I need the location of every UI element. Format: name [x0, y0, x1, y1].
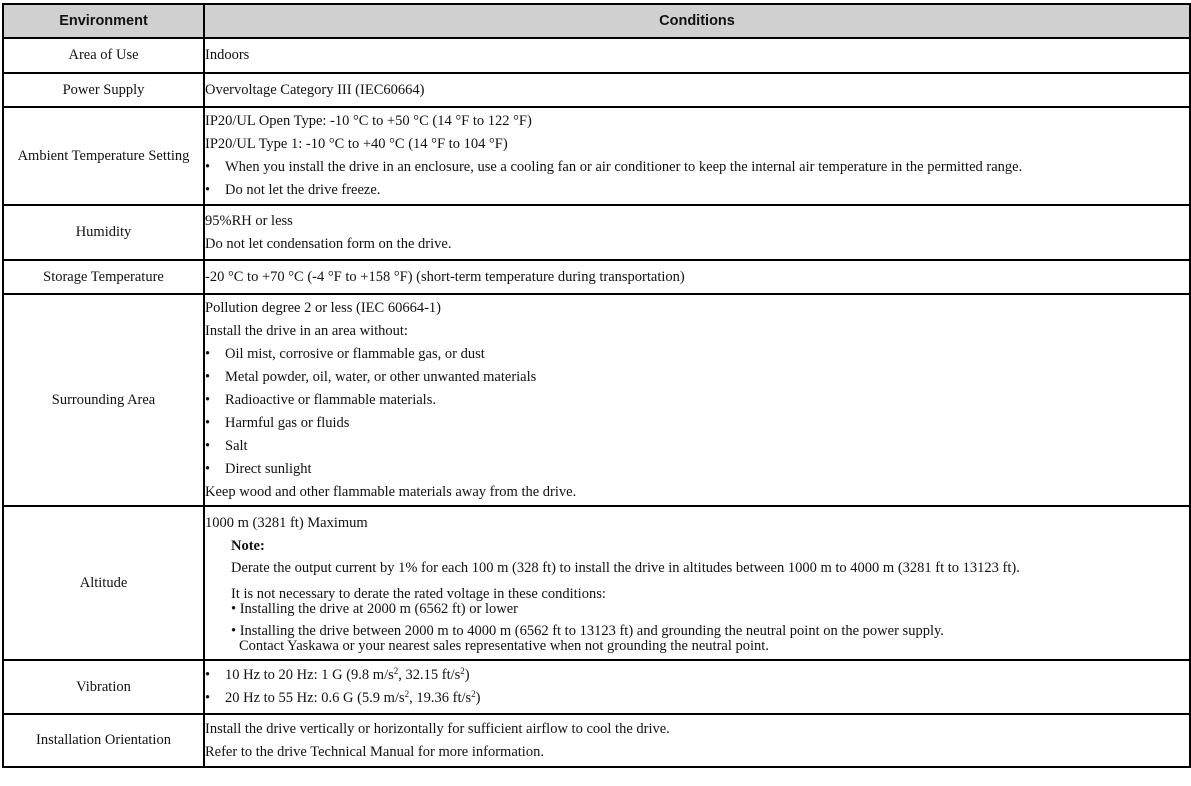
- bullet-item: [205, 435, 1189, 458]
- bullet-icon: •: [205, 391, 211, 408]
- note-bullet: [231, 624, 1189, 639]
- bullet-item: [205, 664, 1189, 687]
- row-conditions: [204, 73, 1190, 107]
- bullet-item: [205, 343, 1189, 366]
- table-row-humidity: [3, 205, 1190, 260]
- environment-conditions-table: [2, 3, 1191, 768]
- row-conditions: [204, 205, 1190, 260]
- bullet-text: Installing the drive between 2000 m to 4000 m (6562 ft to 13123 ft) and grounding the neutral point on the power supply.: [239, 623, 944, 639]
- note-continuation: Contact Yaskawa or your nearest sales representative when not grounding the neutral point.: [239, 638, 769, 654]
- bullet-item: [205, 366, 1189, 389]
- bullet-icon: •: [205, 414, 211, 431]
- bullet-text-suffix: ): [464, 667, 470, 683]
- bullet-text-prefix: 10 Hz to 20 Hz: 1 G (9.8 m/s: [225, 667, 394, 683]
- row-label: Humidity: [3, 205, 204, 260]
- row-conditions: [204, 294, 1190, 506]
- bullet-text: Harmful gas or fluids: [225, 414, 350, 431]
- note-intro: It is not necessary to derate the rated voltage in these conditions:: [231, 586, 606, 602]
- condition-line: 95%RH or less: [205, 212, 293, 229]
- row-conditions: [204, 260, 1190, 294]
- bullet-icon: •: [205, 182, 211, 198]
- note-derate: Derate the output current by 1% for each 100 m (328 ft) to install the drive in altitudes between 1000 m to 4000 m (3281 ft to 13123 ft).: [231, 560, 1020, 576]
- row-label: Storage Temperature: [3, 260, 204, 294]
- table-row-ambient-temperature: [3, 107, 1190, 205]
- bullet-text-prefix: 20 Hz to 55 Hz: 0.6 G (5.9 m/s: [225, 690, 405, 706]
- bullet-icon: •: [205, 159, 211, 175]
- condition-line: Overvoltage Category III (IEC60664): [205, 81, 425, 98]
- bullet-text-mid: , 19.36 ft/s: [409, 690, 472, 706]
- table-row-installation-orientation: [3, 714, 1190, 767]
- row-label: Installation Orientation: [3, 714, 204, 767]
- bullet-text: Radioactive or flammable materials.: [225, 391, 436, 408]
- table-row-surrounding-area: [3, 294, 1190, 506]
- bullet-item: [205, 458, 1189, 481]
- bullet-item: [205, 687, 1189, 710]
- bullet-icon: •: [231, 601, 237, 617]
- row-label: Vibration: [3, 660, 204, 714]
- bullet-icon: •: [205, 368, 211, 385]
- bullet-item: [205, 156, 1189, 179]
- condition-line: IP20/UL Open Type: -10 °C to +50 °C (14 °F to 122 °F): [205, 113, 532, 129]
- row-label: Power Supply: [3, 73, 204, 107]
- condition-footer: Keep wood and other flammable materials away from the drive.: [205, 483, 577, 500]
- table-row-altitude: [3, 506, 1190, 660]
- superscript: 2: [404, 689, 410, 699]
- bullet-icon: •: [205, 437, 211, 454]
- bullet-icon: •: [205, 667, 211, 683]
- row-conditions: [204, 506, 1190, 660]
- row-conditions: [204, 107, 1190, 205]
- bullet-text: When you install the drive in an enclosure, use a cooling fan or air conditioner to keep the internal air temperature in the permitted range.: [225, 159, 1023, 175]
- row-label: Altitude: [3, 506, 204, 660]
- bullet-text: Do not let the drive freeze.: [225, 182, 381, 198]
- superscript: 2: [471, 689, 476, 699]
- bullet-icon: •: [205, 460, 211, 477]
- row-label: Ambient Temperature Setting: [3, 107, 204, 205]
- row-conditions: [204, 660, 1190, 714]
- condition-line: -20 °C to +70 °C (-4 °F to +158 °F) (short-term temperature during transportation): [205, 268, 685, 285]
- bullet-item: [205, 179, 1189, 202]
- condition-line: Indoors: [205, 47, 250, 63]
- bullet-text: Salt: [225, 437, 248, 454]
- bullet-text: Direct sunlight: [225, 460, 312, 477]
- note-title: Note:: [231, 538, 265, 554]
- row-conditions: [204, 38, 1190, 73]
- table-row-power-supply: [3, 73, 1190, 107]
- note-bullet: [231, 602, 1189, 617]
- bullet-item: [205, 389, 1189, 412]
- condition-line: Install the drive in an area without:: [205, 322, 408, 339]
- table-row-vibration: [3, 660, 1190, 714]
- condition-line: Install the drive vertically or horizontally for sufficient airflow to cool the drive.: [205, 720, 670, 737]
- header-row: [3, 4, 1190, 38]
- table-row-area-of-use: [3, 38, 1190, 73]
- condition-line: IP20/UL Type 1: -10 °C to +40 °C (14 °F to 104 °F): [205, 136, 508, 152]
- row-label: Area of Use: [3, 38, 204, 73]
- table-row-storage-temperature: [3, 260, 1190, 294]
- header-environment: Environment: [3, 4, 204, 38]
- bullet-icon: •: [205, 345, 211, 362]
- bullet-text-suffix: ): [475, 690, 481, 706]
- note-block: [205, 535, 1189, 654]
- row-label: Surrounding Area: [3, 294, 204, 506]
- superscript: 2: [393, 666, 399, 676]
- bullet-icon: •: [205, 690, 211, 706]
- condition-line: Refer to the drive Technical Manual for more information.: [205, 743, 544, 760]
- superscript: 2: [460, 666, 465, 676]
- bullet-item: [205, 412, 1189, 435]
- condition-line: Do not let condensation form on the drive.: [205, 235, 452, 252]
- condition-line: 1000 m (3281 ft) Maximum: [205, 515, 368, 531]
- bullet-text: Installing the drive at 2000 m (6562 ft) or lower: [239, 601, 518, 617]
- header-conditions: Conditions: [204, 4, 1190, 38]
- bullet-icon: •: [231, 623, 237, 639]
- bullet-text: Oil mist, corrosive or flammable gas, or dust: [225, 345, 485, 362]
- bullet-text-mid: , 32.15 ft/s: [398, 667, 461, 683]
- row-conditions: [204, 714, 1190, 767]
- condition-line: Pollution degree 2 or less (IEC 60664-1): [205, 299, 441, 316]
- bullet-text: Metal powder, oil, water, or other unwanted materials: [225, 368, 537, 385]
